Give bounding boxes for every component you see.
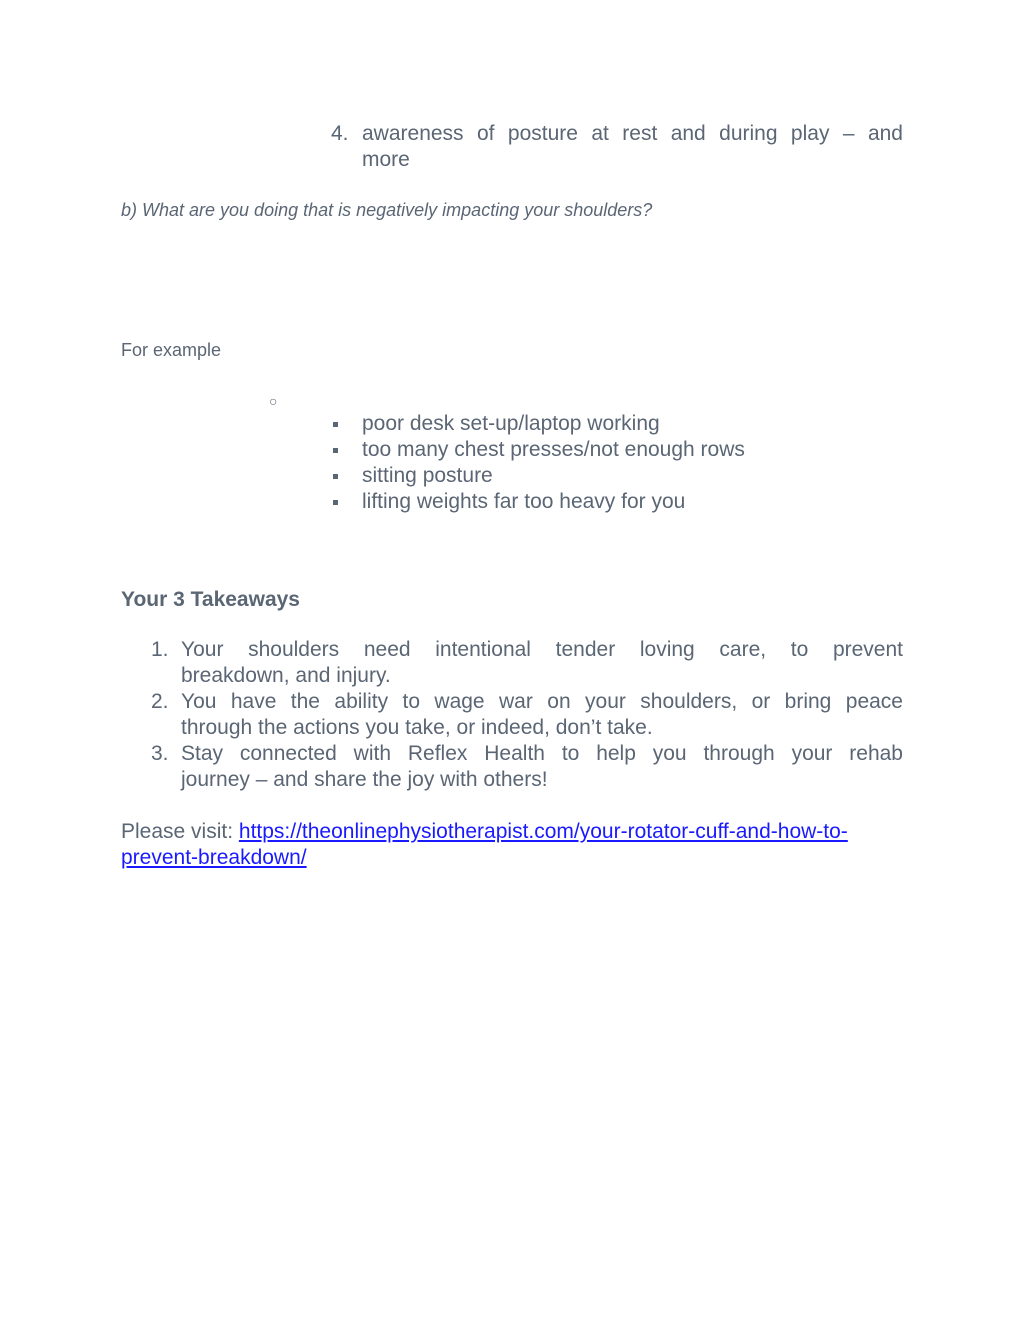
takeaway-text-line-2: breakdown, and injury. bbox=[181, 664, 391, 687]
square-bullet-icon bbox=[333, 448, 338, 453]
takeaways-heading: Your 3 Takeaways bbox=[121, 588, 300, 611]
takeaway-text-line-1: You have the ability to wage war on your shoulders, or bring peace bbox=[181, 690, 903, 713]
list-text-line-2: more bbox=[362, 148, 410, 171]
takeaway-text-line-2: journey – and share the joy with others! bbox=[181, 768, 548, 791]
takeaway-number: 1. bbox=[151, 638, 169, 661]
list-item bbox=[333, 489, 933, 515]
takeaway-item-1 bbox=[151, 637, 903, 689]
list-item-label: lifting weights far too heavy for you bbox=[362, 490, 686, 513]
takeaway-text-line-2: through the actions you take, or indeed, don’t take. bbox=[181, 716, 653, 739]
for-example-label: For example bbox=[121, 340, 222, 360]
list-item-label: too many chest presses/not enough rows bbox=[362, 438, 745, 461]
takeaway-text bbox=[181, 689, 903, 741]
list-item bbox=[333, 463, 933, 489]
list-text bbox=[362, 121, 903, 173]
takeaway-item-3 bbox=[151, 741, 903, 793]
examples-list bbox=[333, 411, 933, 515]
visit-label: Please visit: bbox=[121, 820, 239, 843]
takeaway-text-line-1: Your shoulders need intentional tender loving care, to prevent bbox=[181, 638, 903, 661]
square-bullet-icon bbox=[333, 500, 338, 505]
square-bullet-icon bbox=[333, 422, 338, 427]
list-item-label: sitting posture bbox=[362, 464, 493, 487]
takeaway-number: 3. bbox=[151, 742, 169, 765]
visit-link[interactable]: https://theonlinephysiotherapist.com/your-rotator-cuff-and-how-to- bbox=[238, 820, 848, 843]
list-item-4 bbox=[331, 121, 903, 173]
list-item-label: poor desk set-up/laptop working bbox=[362, 412, 660, 435]
list-number: 4. bbox=[331, 122, 349, 145]
visit-paragraph bbox=[121, 819, 921, 871]
circle-bullet-icon: ○ bbox=[269, 393, 278, 409]
list-item bbox=[333, 437, 933, 463]
list-text-line-1: awareness of posture at rest and during play – and bbox=[362, 122, 903, 145]
list-item bbox=[333, 411, 933, 437]
visit-link-continued[interactable]: prevent-breakdown/ bbox=[121, 846, 307, 869]
takeaway-text bbox=[181, 741, 903, 793]
takeaway-item-2 bbox=[151, 689, 903, 741]
square-bullet-icon bbox=[333, 474, 338, 479]
takeaway-text bbox=[181, 637, 903, 689]
question-heading: b) What are you doing that is negatively impacting your shoulders? bbox=[121, 200, 653, 220]
takeaway-text-line-1: Stay connected with Reflex Health to help you through your rehab bbox=[181, 742, 903, 765]
takeaway-number: 2. bbox=[151, 690, 169, 713]
